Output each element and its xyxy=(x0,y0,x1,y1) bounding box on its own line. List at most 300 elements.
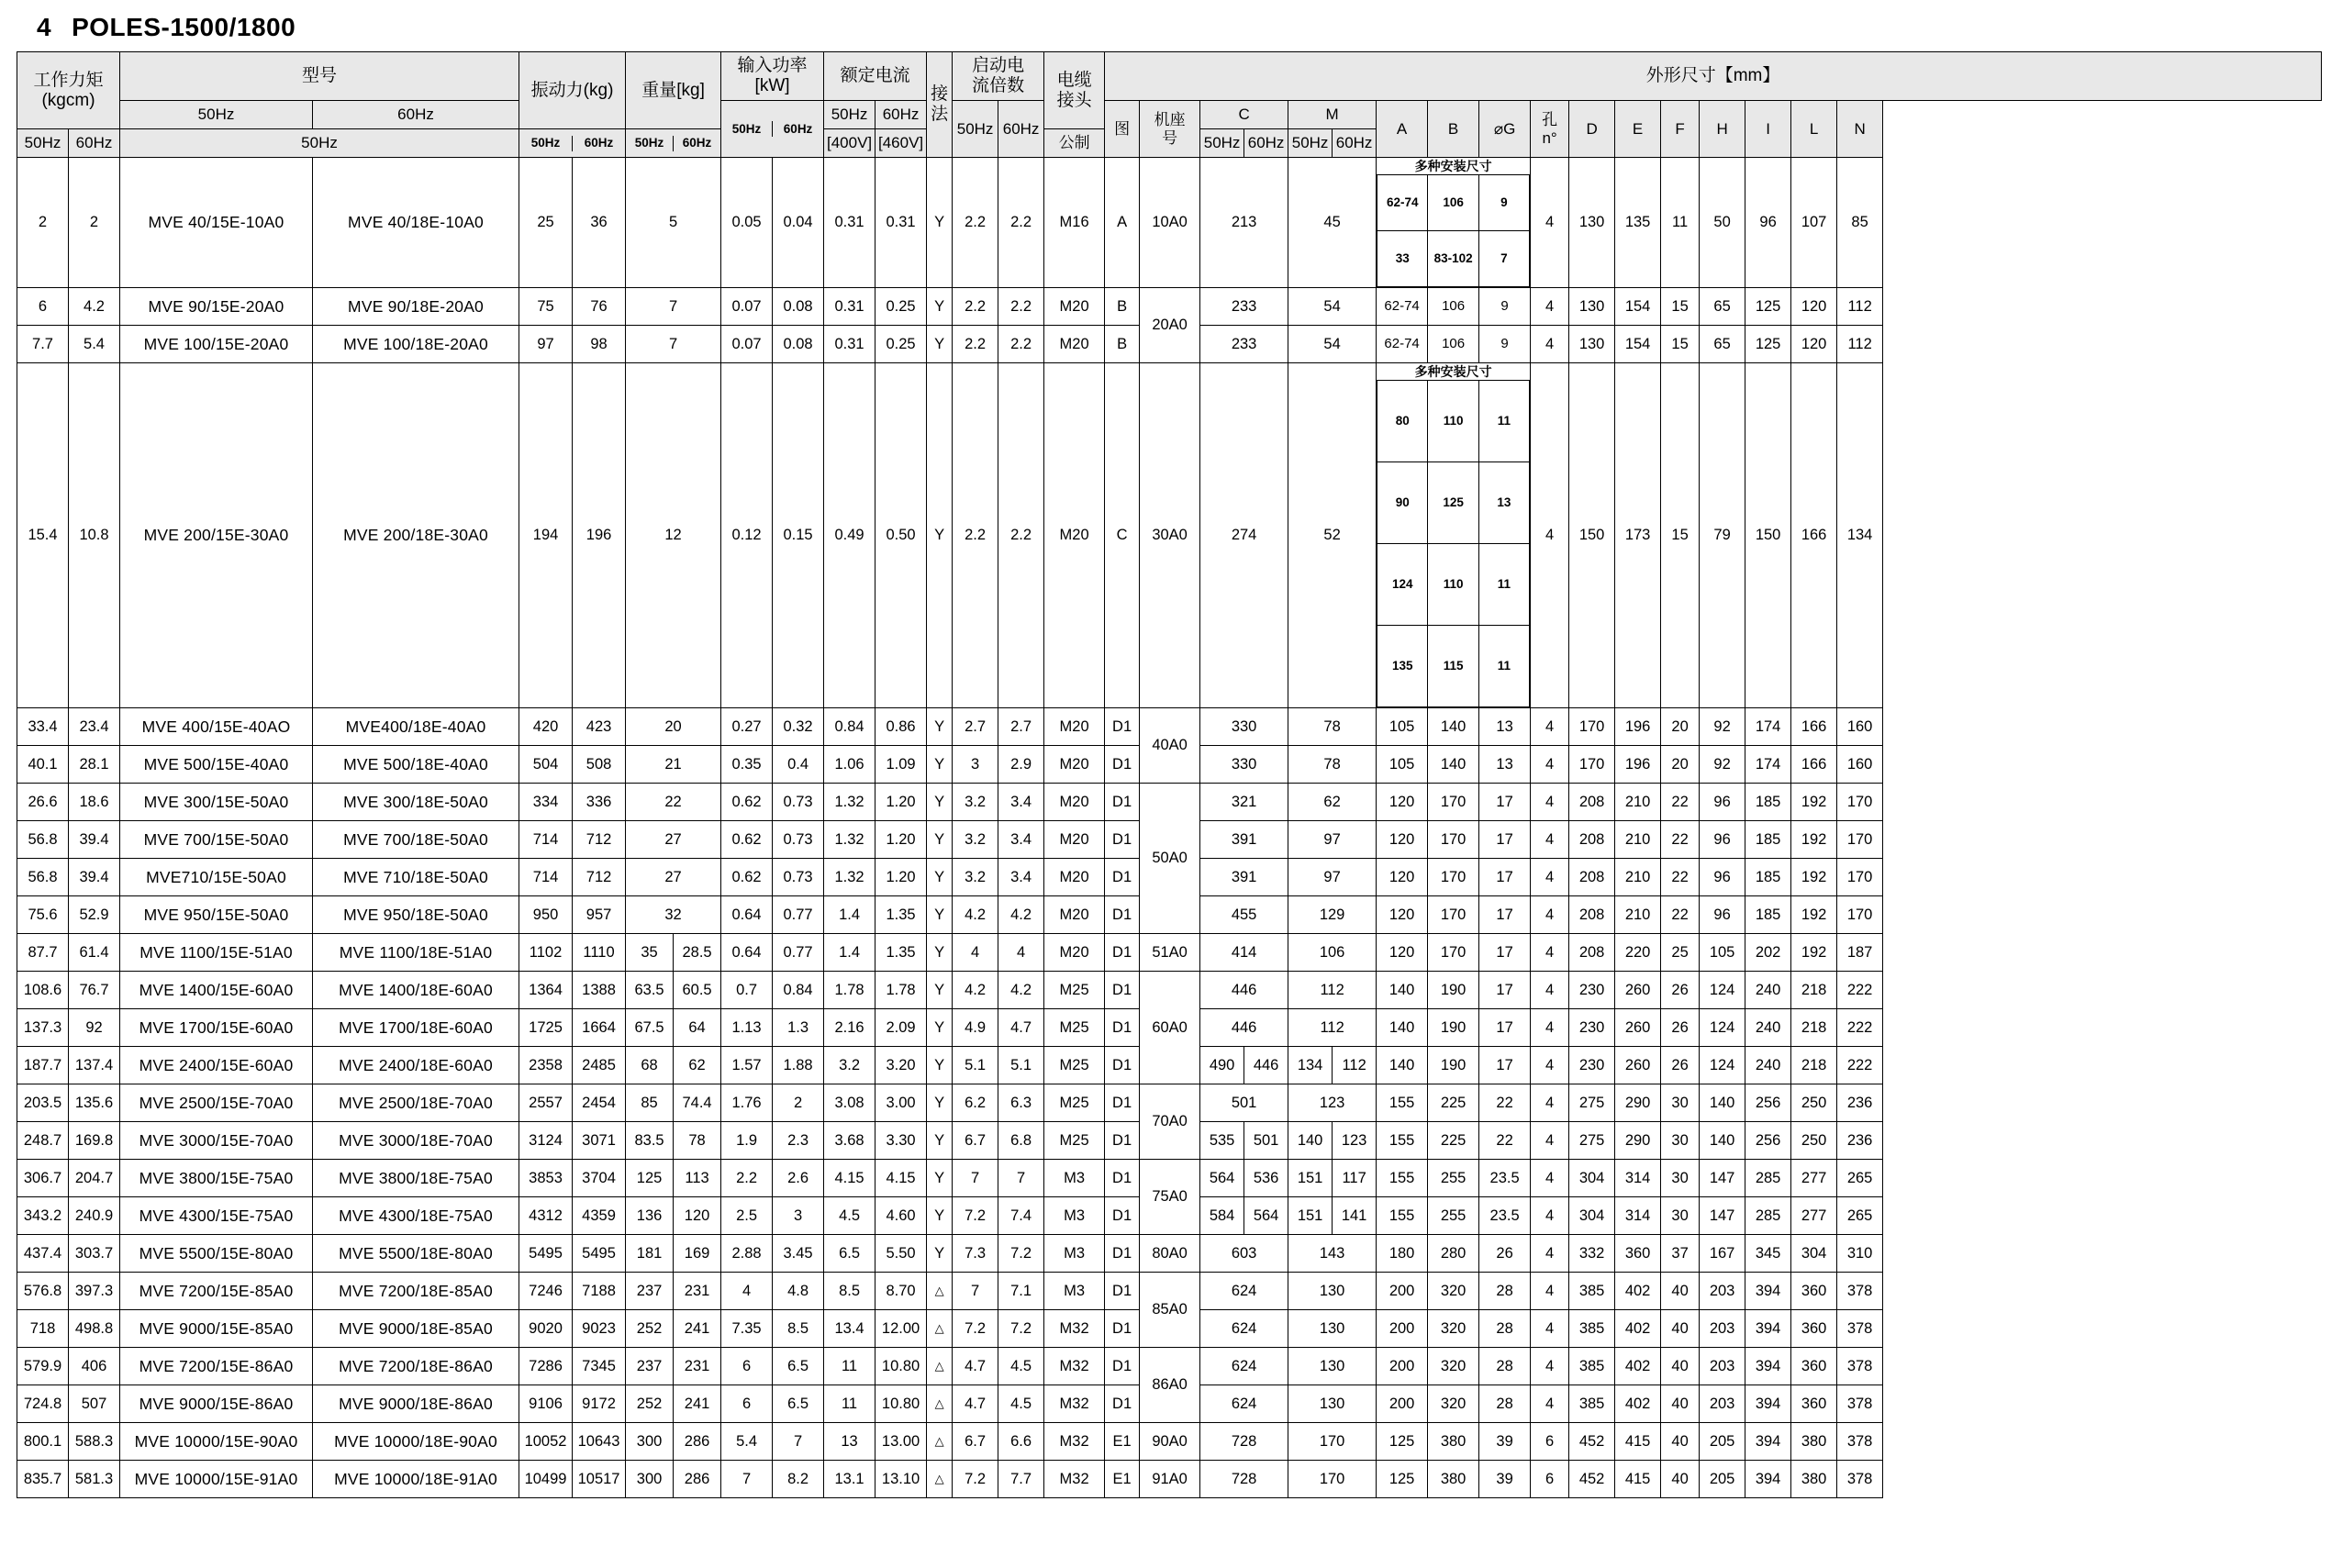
cell-H: 205 xyxy=(1700,1461,1745,1498)
cell-torque-50hz: 187.7 xyxy=(17,1047,69,1084)
cell-G: 17 xyxy=(1479,972,1531,1009)
cell-E: 196 xyxy=(1615,746,1661,784)
cell-M: 130 xyxy=(1288,1273,1377,1310)
cell-G: 9 xyxy=(1479,288,1531,326)
cell-torque-50hz: 800.1 xyxy=(17,1423,69,1461)
cell-figure: B xyxy=(1105,326,1140,363)
cell-wiring: Y xyxy=(927,746,953,784)
cell-model-60hz: MVE 1400/18E-60A0 xyxy=(313,972,519,1009)
cell-I: 185 xyxy=(1745,859,1791,896)
cell-H: 205 xyxy=(1700,1423,1745,1461)
cell-wiring: △ xyxy=(927,1423,953,1461)
cell-power-60hz: 0.84 xyxy=(773,972,824,1009)
cell-wiring: Y xyxy=(927,1009,953,1047)
cell-figure: D1 xyxy=(1105,1310,1140,1348)
cell-figure: D1 xyxy=(1105,1273,1140,1310)
cell-M: 54 xyxy=(1288,288,1377,326)
cell-C: 624 xyxy=(1200,1273,1288,1310)
cell-H: 147 xyxy=(1700,1160,1745,1197)
cell-E: 290 xyxy=(1615,1084,1661,1122)
cell-power-50hz: 6 xyxy=(721,1385,773,1423)
cell-force-50hz: 504 xyxy=(519,746,573,784)
cell-H: 140 xyxy=(1700,1084,1745,1122)
cell-I: 150 xyxy=(1745,363,1791,708)
cell-current-60hz: 1.09 xyxy=(875,746,927,784)
cell-start-50hz: 3.2 xyxy=(953,859,998,896)
cell-L: 120 xyxy=(1791,288,1837,326)
cell-start-60hz: 2.2 xyxy=(998,158,1044,288)
cell-F: 30 xyxy=(1661,1160,1700,1197)
cell-start-60hz: 4.7 xyxy=(998,1009,1044,1047)
header-weight: 重量[kg] xyxy=(626,52,721,129)
header-col-F: F xyxy=(1661,101,1700,158)
table-row xyxy=(17,363,2322,708)
cell-M: 170 xyxy=(1288,1423,1377,1461)
cell-weight-50hz: 252 xyxy=(626,1310,674,1348)
cell-current-50hz: 1.4 xyxy=(824,934,875,972)
cell-cable: M25 xyxy=(1044,972,1105,1009)
cell-D: 170 xyxy=(1569,708,1615,746)
cell-F: 37 xyxy=(1661,1235,1700,1273)
cell-C: 391 xyxy=(1200,859,1288,896)
cell-start-50hz: 2.2 xyxy=(953,326,998,363)
header-M-50hz: 50Hz xyxy=(1288,129,1333,158)
header-current-50hz: 50Hz xyxy=(824,101,875,129)
cell-N: 222 xyxy=(1837,1009,1883,1047)
cell-figure: D1 xyxy=(1105,1197,1140,1235)
cell-force-50hz: 714 xyxy=(519,859,573,896)
cell-E: 210 xyxy=(1615,859,1661,896)
cell-E: 220 xyxy=(1615,934,1661,972)
cell-weight-60hz: 74.4 xyxy=(674,1084,721,1122)
cell-holes: 4 xyxy=(1531,972,1569,1009)
cell-B: 225 xyxy=(1428,1122,1479,1160)
cell-N: 378 xyxy=(1837,1461,1883,1498)
cell-wiring: △ xyxy=(927,1310,953,1348)
cell-torque-60hz: 92 xyxy=(69,1009,120,1047)
cell-torque-50hz: 306.7 xyxy=(17,1160,69,1197)
cell-holes: 4 xyxy=(1531,1348,1569,1385)
section-title-text: POLES-1500/1800 xyxy=(72,13,296,41)
cell-current-50hz: 1.32 xyxy=(824,821,875,859)
cell-cable: M32 xyxy=(1044,1461,1105,1498)
cell-current-50hz: 8.5 xyxy=(824,1273,875,1310)
cell-frame: 20A0 xyxy=(1140,288,1200,363)
cell-force-60hz: 10517 xyxy=(573,1461,626,1498)
cell-model-50hz: MVE 1100/15E-51A0 xyxy=(120,934,313,972)
header-power-hz: 50Hz 60Hz xyxy=(721,101,824,158)
cell-G: 28 xyxy=(1479,1348,1531,1385)
cell-frame: 30A0 xyxy=(1140,363,1200,708)
table-row xyxy=(17,288,2322,326)
cell-power-60hz: 0.73 xyxy=(773,859,824,896)
cell-A: 62-74 xyxy=(1377,326,1428,363)
cell-torque-60hz: 135.6 xyxy=(69,1084,120,1122)
header-wiring: 接 法 xyxy=(927,52,953,158)
cell-B: 170 xyxy=(1428,934,1479,972)
cell-M: 106 xyxy=(1288,934,1377,972)
cell-start-50hz: 2.2 xyxy=(953,158,998,288)
cell-force-60hz: 3704 xyxy=(573,1160,626,1197)
cell-cable: M3 xyxy=(1044,1273,1105,1310)
cell-L: 360 xyxy=(1791,1273,1837,1310)
cell-current-50hz: 3.2 xyxy=(824,1047,875,1084)
cell-F: 26 xyxy=(1661,1047,1700,1084)
cell-C: 321 xyxy=(1200,784,1288,821)
cell-start-50hz: 5.1 xyxy=(953,1047,998,1084)
header-rated-current: 额定电流 xyxy=(824,52,927,101)
cell-force-60hz: 1110 xyxy=(573,934,626,972)
cell-weight-60hz: 64 xyxy=(674,1009,721,1047)
cell-B: 140 xyxy=(1428,746,1479,784)
cell-power-50hz: 0.27 xyxy=(721,708,773,746)
cell-force-60hz: 9023 xyxy=(573,1310,626,1348)
cell-torque-60hz: 137.4 xyxy=(69,1047,120,1084)
cell-weight-60hz: 28.5 xyxy=(674,934,721,972)
cell-C: 330 xyxy=(1200,746,1288,784)
header-weight-sub: 50Hz 60Hz xyxy=(626,129,721,158)
cell-E: 402 xyxy=(1615,1273,1661,1310)
cell-wiring: Y xyxy=(927,859,953,896)
cell-current-50hz: 3.08 xyxy=(824,1084,875,1122)
cell-N: 160 xyxy=(1837,708,1883,746)
cell-I: 394 xyxy=(1745,1310,1791,1348)
cell-weight-60hz: 60.5 xyxy=(674,972,721,1009)
cell-weight-50hz: 252 xyxy=(626,1385,674,1423)
cell-torque-50hz: 26.6 xyxy=(17,784,69,821)
cell-force-50hz: 1102 xyxy=(519,934,573,972)
cell-model-60hz: MVE 9000/18E-85A0 xyxy=(313,1310,519,1348)
cell-N: 378 xyxy=(1837,1273,1883,1310)
header-start-60hz: 60Hz xyxy=(998,101,1044,158)
cell-A: 120 xyxy=(1377,821,1428,859)
header-col-E: E xyxy=(1615,101,1661,158)
cell-start-60hz: 6.3 xyxy=(998,1084,1044,1122)
cell-force-50hz: 75 xyxy=(519,288,573,326)
cell-L: 166 xyxy=(1791,708,1837,746)
cell-F: 30 xyxy=(1661,1197,1700,1235)
cell-power-50hz: 0.64 xyxy=(721,934,773,972)
cell-torque-50hz: 248.7 xyxy=(17,1122,69,1160)
cell-model-60hz: MVE 300/18E-50A0 xyxy=(313,784,519,821)
header-cable-gland: 电缆 接头 xyxy=(1044,52,1105,129)
cell-multi-size xyxy=(1377,363,1531,708)
cell-I: 96 xyxy=(1745,158,1791,288)
cell-C: 391 xyxy=(1200,821,1288,859)
cell-C: 274 xyxy=(1200,363,1288,708)
cell-model-60hz: MVE 1700/18E-60A0 xyxy=(313,1009,519,1047)
cell-wiring: Y xyxy=(927,708,953,746)
cell-figure: D1 xyxy=(1105,1084,1140,1122)
cell-frame: 75A0 xyxy=(1140,1160,1200,1235)
cell-G: 28 xyxy=(1479,1385,1531,1423)
cell-model-50hz: MVE 7200/15E-86A0 xyxy=(120,1348,313,1385)
cell-F: 40 xyxy=(1661,1461,1700,1498)
cell-C: 330 xyxy=(1200,708,1288,746)
cell-wiring: Y xyxy=(927,1047,953,1084)
cell-L: 107 xyxy=(1791,158,1837,288)
cell-weight-50hz: 136 xyxy=(626,1197,674,1235)
cell-C: 455 xyxy=(1200,896,1288,934)
cell-start-50hz: 6.7 xyxy=(953,1122,998,1160)
header-col-A: A xyxy=(1377,101,1428,158)
table-row xyxy=(17,708,2322,746)
cell-B: 170 xyxy=(1428,859,1479,896)
cell-D: 452 xyxy=(1569,1423,1615,1461)
cell-C: 728 xyxy=(1200,1461,1288,1498)
cell-force-50hz: 950 xyxy=(519,896,573,934)
cell-current-50hz: 13.1 xyxy=(824,1461,875,1498)
header-cable-metric: 公制 xyxy=(1044,129,1105,158)
cell-holes: 4 xyxy=(1531,1009,1569,1047)
cell-figure: D1 xyxy=(1105,1009,1140,1047)
cell-weight-60hz: 62 xyxy=(674,1047,721,1084)
cell-start-50hz: 3 xyxy=(953,746,998,784)
cell-figure: D1 xyxy=(1105,896,1140,934)
cell-N: 170 xyxy=(1837,784,1883,821)
cell-E: 402 xyxy=(1615,1385,1661,1423)
cell-A: 155 xyxy=(1377,1197,1428,1235)
cell-weight-50hz: 85 xyxy=(626,1084,674,1122)
cell-M: 129 xyxy=(1288,896,1377,934)
cell-start-50hz: 4.7 xyxy=(953,1348,998,1385)
cell-start-50hz: 7.2 xyxy=(953,1461,998,1498)
cell-M-60hz: 141 xyxy=(1333,1197,1377,1235)
cell-holes: 4 xyxy=(1531,896,1569,934)
cell-current-50hz: 4.5 xyxy=(824,1197,875,1235)
cell-E: 360 xyxy=(1615,1235,1661,1273)
cell-F: 30 xyxy=(1661,1084,1700,1122)
cell-holes: 4 xyxy=(1531,746,1569,784)
cell-current-60hz: 3.00 xyxy=(875,1084,927,1122)
cell-L: 380 xyxy=(1791,1461,1837,1498)
cell-D: 130 xyxy=(1569,288,1615,326)
cell-force-50hz: 1725 xyxy=(519,1009,573,1047)
cell-M: 97 xyxy=(1288,859,1377,896)
cell-N: 378 xyxy=(1837,1310,1883,1348)
cell-power-50hz: 6 xyxy=(721,1348,773,1385)
cell-torque-60hz: 23.4 xyxy=(69,708,120,746)
header-col-M: M xyxy=(1288,101,1377,129)
cell-C-50hz: 584 xyxy=(1200,1197,1244,1235)
cell-torque-60hz: 581.3 xyxy=(69,1461,120,1498)
cell-F: 22 xyxy=(1661,784,1700,821)
cell-C: 728 xyxy=(1200,1423,1288,1461)
cell-power-50hz: 0.07 xyxy=(721,326,773,363)
cell-current-50hz: 1.06 xyxy=(824,746,875,784)
cell-torque-60hz: 28.1 xyxy=(69,746,120,784)
cell-N: 170 xyxy=(1837,896,1883,934)
cell-figure: D1 xyxy=(1105,784,1140,821)
cell-B: 106 xyxy=(1428,288,1479,326)
cell-A: 125 xyxy=(1377,1461,1428,1498)
table-row xyxy=(17,1084,2322,1122)
cell-torque-60hz: 507 xyxy=(69,1385,120,1423)
table-row xyxy=(17,1461,2322,1498)
cell-N: 112 xyxy=(1837,326,1883,363)
cell-L: 166 xyxy=(1791,363,1837,708)
cell-frame: 85A0 xyxy=(1140,1273,1200,1348)
cell-figure: D1 xyxy=(1105,934,1140,972)
cell-A: 105 xyxy=(1377,708,1428,746)
cell-start-50hz: 4 xyxy=(953,934,998,972)
cell-torque-60hz: 204.7 xyxy=(69,1160,120,1197)
cell-I: 285 xyxy=(1745,1197,1791,1235)
cell-H: 203 xyxy=(1700,1348,1745,1385)
cell-power-50hz: 1.57 xyxy=(721,1047,773,1084)
cell-torque-60hz: 303.7 xyxy=(69,1235,120,1273)
cell-G: 17 xyxy=(1479,1047,1531,1084)
cell-holes: 4 xyxy=(1531,288,1569,326)
cell-force-60hz: 712 xyxy=(573,859,626,896)
cell-D: 208 xyxy=(1569,896,1615,934)
section-number: 4 xyxy=(37,13,52,41)
cell-current-60hz: 4.15 xyxy=(875,1160,927,1197)
cell-model-60hz: MVE 3800/18E-75A0 xyxy=(313,1160,519,1197)
cell-force-60hz: 7345 xyxy=(573,1348,626,1385)
cell-L: 277 xyxy=(1791,1160,1837,1197)
cell-current-50hz: 13 xyxy=(824,1423,875,1461)
cell-A: 200 xyxy=(1377,1385,1428,1423)
cell-current-60hz: 10.80 xyxy=(875,1348,927,1385)
cell-power-60hz: 0.77 xyxy=(773,896,824,934)
cell-cable: M3 xyxy=(1044,1160,1105,1197)
cell-current-60hz: 12.00 xyxy=(875,1310,927,1348)
cell-C: 233 xyxy=(1200,326,1288,363)
cell-N: 170 xyxy=(1837,821,1883,859)
cell-C-60hz: 501 xyxy=(1244,1122,1288,1160)
cell-N: 378 xyxy=(1837,1348,1883,1385)
cell-start-60hz: 2.2 xyxy=(998,326,1044,363)
cell-B: 170 xyxy=(1428,821,1479,859)
cell-torque-60hz: 52.9 xyxy=(69,896,120,934)
cell-start-60hz: 7.2 xyxy=(998,1235,1044,1273)
cell-L: 360 xyxy=(1791,1385,1837,1423)
cell-start-60hz: 7.1 xyxy=(998,1273,1044,1310)
cell-start-50hz: 2.7 xyxy=(953,708,998,746)
cell-L: 250 xyxy=(1791,1084,1837,1122)
cell-H: 167 xyxy=(1700,1235,1745,1273)
cell-wiring: Y xyxy=(927,1084,953,1122)
cell-D: 304 xyxy=(1569,1160,1615,1197)
cell-model-50hz: MVE 10000/15E-91A0 xyxy=(120,1461,313,1498)
cell-power-60hz: 2.3 xyxy=(773,1122,824,1160)
cell-model-50hz: MVE 3000/15E-70A0 xyxy=(120,1122,313,1160)
cell-L: 304 xyxy=(1791,1235,1837,1273)
cell-N: 236 xyxy=(1837,1084,1883,1122)
cell-model-50hz: MVE 10000/15E-90A0 xyxy=(120,1423,313,1461)
header-model-60hz: 60Hz xyxy=(313,101,519,129)
cell-F: 15 xyxy=(1661,288,1700,326)
cell-frame: 40A0 xyxy=(1140,708,1200,784)
cell-E: 314 xyxy=(1615,1197,1661,1235)
cell-weight-60hz: 78 xyxy=(674,1122,721,1160)
cell-cable: M32 xyxy=(1044,1423,1105,1461)
cell-figure: E1 xyxy=(1105,1461,1140,1498)
cell-E: 210 xyxy=(1615,821,1661,859)
cell-power-50hz: 7.35 xyxy=(721,1310,773,1348)
cell-wiring: Y xyxy=(927,1160,953,1197)
cell-current-60hz: 0.50 xyxy=(875,363,927,708)
cell-L: 192 xyxy=(1791,934,1837,972)
cell-start-50hz: 3.2 xyxy=(953,821,998,859)
cell-model-60hz: MVE 2400/18E-60A0 xyxy=(313,1047,519,1084)
cell-E: 290 xyxy=(1615,1122,1661,1160)
cell-holes: 4 xyxy=(1531,1122,1569,1160)
cell-B: 380 xyxy=(1428,1461,1479,1498)
cell-power-60hz: 3 xyxy=(773,1197,824,1235)
cell-start-60hz: 7.7 xyxy=(998,1461,1044,1498)
cell-current-50hz: 0.49 xyxy=(824,363,875,708)
cell-I: 285 xyxy=(1745,1160,1791,1197)
cell-wiring: △ xyxy=(927,1385,953,1423)
cell-N: 222 xyxy=(1837,1047,1883,1084)
cell-N: 170 xyxy=(1837,859,1883,896)
cell-model-50hz: MVE 950/15E-50A0 xyxy=(120,896,313,934)
cell-C-50hz: 564 xyxy=(1200,1160,1244,1197)
cell-force-50hz: 25 xyxy=(519,158,573,288)
cell-force-60hz: 7188 xyxy=(573,1273,626,1310)
cell-model-50hz: MVE 3800/15E-75A0 xyxy=(120,1160,313,1197)
cell-weight: 27 xyxy=(626,821,721,859)
cell-L: 360 xyxy=(1791,1310,1837,1348)
cell-current-60hz: 13.10 xyxy=(875,1461,927,1498)
cell-cable: M32 xyxy=(1044,1348,1105,1385)
cell-holes: 4 xyxy=(1531,1160,1569,1197)
cell-model-60hz: MVE 9000/18E-86A0 xyxy=(313,1385,519,1423)
cell-current-60hz: 8.70 xyxy=(875,1273,927,1310)
header-C-60hz: 60Hz xyxy=(1244,129,1288,158)
cell-frame: 90A0 xyxy=(1140,1423,1200,1461)
cell-H: 50 xyxy=(1700,158,1745,288)
cell-wiring: △ xyxy=(927,1461,953,1498)
cell-E: 402 xyxy=(1615,1348,1661,1385)
cell-power-50hz: 7 xyxy=(721,1461,773,1498)
cell-force-50hz: 194 xyxy=(519,363,573,708)
cell-figure: D1 xyxy=(1105,708,1140,746)
cell-G: 39 xyxy=(1479,1423,1531,1461)
cell-A: 200 xyxy=(1377,1273,1428,1310)
cell-power-60hz: 0.73 xyxy=(773,821,824,859)
cell-torque-50hz: 40.1 xyxy=(17,746,69,784)
cell-cable: M16 xyxy=(1044,158,1105,288)
cell-N: 265 xyxy=(1837,1160,1883,1197)
cell-B: 190 xyxy=(1428,1047,1479,1084)
cell-A: 200 xyxy=(1377,1310,1428,1348)
specification-table xyxy=(17,51,2322,1498)
cell-holes: 4 xyxy=(1531,934,1569,972)
cell-cable: M20 xyxy=(1044,859,1105,896)
cell-F: 11 xyxy=(1661,158,1700,288)
cell-power-50hz: 0.05 xyxy=(721,158,773,288)
cell-start-50hz: 7.3 xyxy=(953,1235,998,1273)
cell-force-50hz: 2557 xyxy=(519,1084,573,1122)
cell-torque-60hz: 61.4 xyxy=(69,934,120,972)
cell-C: 624 xyxy=(1200,1310,1288,1348)
cell-current-60hz: 0.86 xyxy=(875,708,927,746)
cell-G: 22 xyxy=(1479,1084,1531,1122)
cell-H: 65 xyxy=(1700,288,1745,326)
cell-torque-60hz: 39.4 xyxy=(69,821,120,859)
cell-weight-60hz: 120 xyxy=(674,1197,721,1235)
cell-wiring: Y xyxy=(927,784,953,821)
cell-I: 125 xyxy=(1745,288,1791,326)
cell-figure: D1 xyxy=(1105,972,1140,1009)
cell-force-50hz: 5495 xyxy=(519,1235,573,1273)
cell-model-50hz: MVE 1700/15E-60A0 xyxy=(120,1009,313,1047)
cell-start-60hz: 4.2 xyxy=(998,972,1044,1009)
cell-weight-60hz: 241 xyxy=(674,1310,721,1348)
